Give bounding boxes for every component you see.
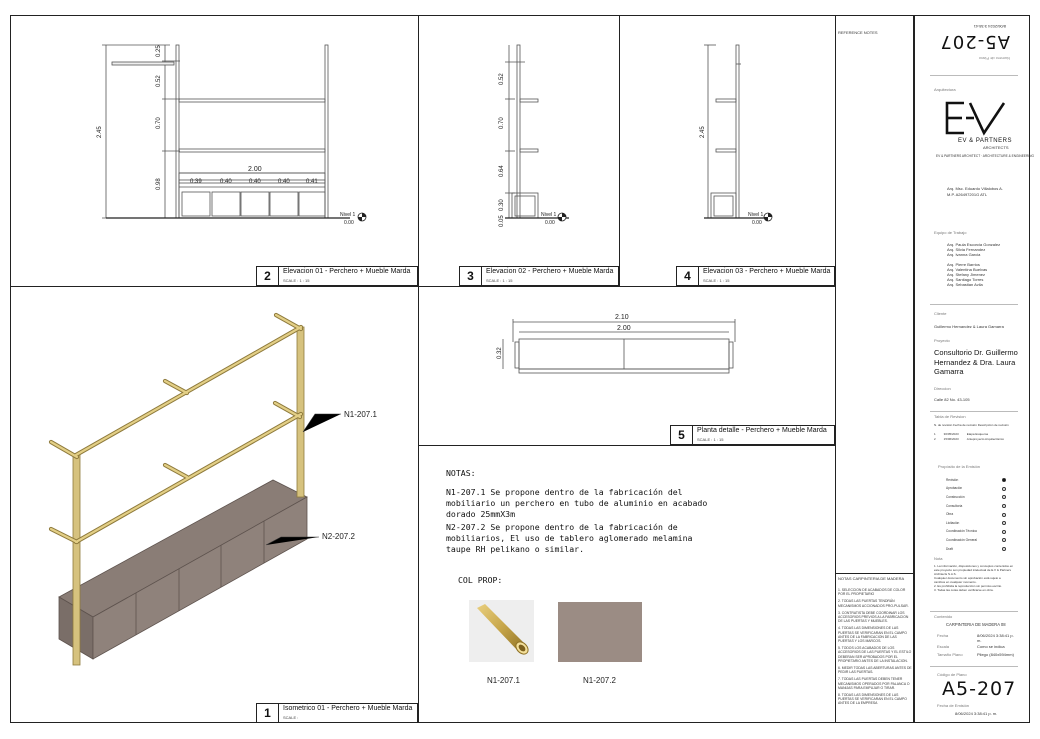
purpose-option[interactable] xyxy=(946,493,1006,502)
revisions-head: N. de revisión Fecha de revisión Descripción de revisión xyxy=(934,423,1009,427)
dim-label: 0.70 xyxy=(499,117,505,129)
view-title-2 xyxy=(256,266,418,286)
sidebar-divider xyxy=(930,411,1018,412)
team-label: Equipo de Trabajo xyxy=(934,230,967,235)
dim-label: 0.39 xyxy=(190,179,202,185)
revision-date: 15/06/2023 xyxy=(943,437,959,441)
architect-mp: M.P. A26497201G ATL xyxy=(947,192,988,197)
notes-heading: NOTAS: xyxy=(446,468,476,478)
purpose-option-label: Draft xyxy=(946,546,953,551)
swatch-gold-tube xyxy=(469,600,534,662)
dim-depth: 0.32 xyxy=(497,347,503,359)
purpose-list xyxy=(946,476,1006,553)
tamano-label: Tamaño Plano xyxy=(937,652,963,657)
team-member: Arq. Santiago Torres xyxy=(947,277,984,282)
emision-label: Fecha de Emisión xyxy=(937,703,970,708)
view-title-text: Elevacion 01 - Perchero + Mueble Marda xyxy=(283,268,411,275)
purpose-option-label: Coordinación General xyxy=(946,537,978,542)
swatch-label-1: N1-207.1 xyxy=(487,676,520,685)
team-list xyxy=(947,242,1017,287)
revisions-table xyxy=(934,432,1018,442)
purpose-option[interactable] xyxy=(946,510,1006,519)
sheet-top-date: 8/06/2024 3:38:41 xyxy=(973,24,1006,29)
view-scale: SCALE : 1 : 15 xyxy=(486,278,513,283)
dim-label: 0.64 xyxy=(499,165,505,177)
carpentry-note: 7. TODAS LAS PUERTAS DEBEN TENER MECANISMOS OPERADOS POR PALANCA O MANIJAS PARA EMPUJAR O TIRAR. xyxy=(838,677,910,690)
purpose-option-label: Construcción xyxy=(946,494,965,499)
view-title-text: Planta detalle - Perchero + Mueble Marda xyxy=(697,427,827,434)
revisions-label: Tabla de Revision xyxy=(934,414,966,419)
team-member: Arq. Pierre Barrios xyxy=(947,262,980,267)
sheet-code: A5-207 xyxy=(942,678,1017,700)
sidebar-divider xyxy=(930,666,1018,667)
radio-empty-icon[interactable] xyxy=(1002,487,1006,491)
project-name: Consultorio Dr. Guillermo Hernandez & Dra. Laura Gamarra xyxy=(934,348,1018,376)
view-scale: SCALE : 1 : 15 xyxy=(703,278,730,283)
purpose-option[interactable] xyxy=(946,545,1006,554)
view-number: 2 xyxy=(257,267,279,285)
purpose-option-label: Consultoría xyxy=(946,503,963,508)
note-line: Cualquier documento sin aprobación está sujeto a xyxy=(934,576,1001,580)
gold-tube-icon xyxy=(469,600,534,662)
elevation-3-drawing xyxy=(620,15,834,265)
sidebar-divider xyxy=(930,75,1018,76)
arquitectura-label: Arquitectura xyxy=(934,87,956,92)
architect-name: Arq. Msc. Eduardo Villalobos A. xyxy=(947,186,1003,191)
tag-n1: N1-207.1 xyxy=(344,410,377,419)
level-label: Nivel 1 xyxy=(748,212,764,218)
client-name: Guillermo Hernandez & Laura Gamarra xyxy=(934,324,1004,329)
sidebar-divider xyxy=(930,304,1018,305)
carpentry-notes-list xyxy=(838,588,912,706)
purpose-option[interactable] xyxy=(946,528,1006,537)
note-line: cambios en cualquier momento. xyxy=(934,580,977,584)
carpentry-note: 4. TODAS LAS DIMENSIONES DE LAS PUERTAS SE VERIFICARAN EN EL CAMPO ANTES DE LA FABRICACION DE LAS PUERTAS Y LOS MARCOS. xyxy=(838,626,907,644)
carpentry-note: 5. TODOS LOS ACABADOS DE LOS ACCESORIOS DE LAS PUERTAS Y EL ESTILO DEBERAN SER APROBADOS POR EL PROPIETARIO ANTES DE LA INSTALACION. xyxy=(838,646,912,663)
carpentry-note: 1. SELECCION DE ACABADOS DE COLOR POR EL PROPIETARIO xyxy=(838,588,906,597)
content-value: CARPINTERIA DE MADERA 08 xyxy=(946,622,1006,627)
view-number: 4 xyxy=(677,267,699,285)
level-value: 0.00 xyxy=(545,220,555,226)
carpentry-note: 8. TODAS LAS DIMENSIONES DE LAS PUERTAS SE VERIFICARAN EN EL CAMPO ANTES DE LA EMPRESA xyxy=(838,693,907,706)
purpose-option[interactable] xyxy=(946,485,1006,494)
note-line: 3. Todas las cotas deben verificarse en obra. xyxy=(934,588,994,592)
dim-label: 0.40 xyxy=(220,179,232,185)
revision-n: 1 xyxy=(934,432,936,436)
project-label: Proyecto xyxy=(934,338,950,343)
view-title-4 xyxy=(676,266,835,286)
note-n1: N1-207.1 Se propone dentro de la fabricación del mobiliario un perchero en tubo de aluminio en acabado dorado 25mmX3m xyxy=(446,487,708,519)
isometric-drawing xyxy=(11,287,417,701)
dim-label: 0.05 xyxy=(499,215,505,227)
view-scale: SCALE : 1 : 15 xyxy=(697,437,724,442)
radio-empty-icon[interactable] xyxy=(1002,513,1006,517)
fecha-label: Fecha xyxy=(937,633,949,638)
level-label: Nivel 1 xyxy=(541,212,557,218)
dim-label: 0.30 xyxy=(499,199,505,211)
radio-empty-icon[interactable] xyxy=(1002,538,1006,542)
purpose-option[interactable] xyxy=(946,502,1006,511)
view-title-3 xyxy=(459,266,619,286)
team-member: Arq. Sebastian Avila xyxy=(947,282,983,287)
sheet-top-label: Numero de Plano xyxy=(978,56,1010,61)
team-member: Arq. Ivanna Garcia xyxy=(947,252,981,257)
purpose-option-label: Aprobación xyxy=(946,486,963,491)
revision-n: 2 xyxy=(934,437,936,441)
swatch-label-2: N1-207.2 xyxy=(583,676,616,685)
purpose-option-label: Licitación xyxy=(946,520,960,525)
carpentry-note: 3. CONTRATISTA DEBE COORDINAR LOS ACCESORIOS PREVIOS A LA FABRICACION DE LAS PUERTAS Y MUEBLES. xyxy=(838,610,909,624)
dim-label: 0.40 xyxy=(249,179,261,185)
address-label: Direccion xyxy=(934,386,951,391)
plan-drawing xyxy=(419,287,835,423)
dim-inner: 2.00 xyxy=(617,325,631,332)
reference-notes-title: REFERENCE NOTES xyxy=(838,30,878,35)
team-member: Arq. Silvia Fernandez xyxy=(947,247,986,252)
view-title-text: Isometrico 01 - Perchero + Mueble Marda xyxy=(283,705,413,712)
purpose-option-label: Revisión xyxy=(946,477,959,482)
swatch-melamina xyxy=(558,602,642,662)
elevation-2-drawing xyxy=(419,15,619,265)
dim-outer: 2.10 xyxy=(615,314,629,321)
radio-empty-icon[interactable] xyxy=(1002,495,1006,499)
team-member: Arq. Stefany Jimenez xyxy=(947,272,986,277)
purpose-option-label: Coordinación Técnica xyxy=(946,529,977,534)
ev-partners-logo xyxy=(944,100,1008,140)
tag-n2: N2-207.2 xyxy=(322,532,355,541)
logo-sub: ARCHITECTS xyxy=(983,145,1009,150)
note-line: Architects S.A.S. xyxy=(934,572,957,576)
dim-label: 0.40 xyxy=(278,179,290,185)
escala-value: Como se indica xyxy=(977,644,1005,649)
note-n2: N2-207.2 Se propone dentro de la fabricación de mobiliarios, El uso de tablero aglomerado melamina taupe RH pelikano o similar. xyxy=(446,522,693,554)
dim-total: 2.45 xyxy=(700,126,706,138)
client-label: Cliente xyxy=(934,311,947,316)
dim-width: 2.00 xyxy=(248,166,262,173)
note-lines xyxy=(934,564,1018,592)
carpentry-notes-title: NOTAS CARPINTERIA DE MADERA xyxy=(838,576,905,581)
radio-empty-icon[interactable] xyxy=(1002,530,1006,534)
level-value: 0.00 xyxy=(752,220,762,226)
purpose-option[interactable] xyxy=(946,536,1006,545)
dim-label: 0.41 xyxy=(306,179,318,185)
sidebar-divider xyxy=(930,611,1018,612)
purpose-option[interactable] xyxy=(946,519,1006,528)
address: Calle 82 No. 43-105 xyxy=(934,397,970,402)
note-line: 2. Es prohibida la reproducción sin permiso escrito. xyxy=(934,584,1003,588)
dim-label: 0.52 xyxy=(156,75,162,87)
carpentry-note: 6. MEDIR TODAS LAS ABERTURAS ANTES DE PEDIR LAS PUERTAS. xyxy=(838,666,912,675)
view-title-text: Elevacion 03 - Perchero + Mueble Marda xyxy=(703,268,831,275)
escala-label: Escala xyxy=(937,644,950,649)
col-prop-label: COL PROP: xyxy=(458,575,503,585)
view-scale: SCALE : xyxy=(283,715,299,720)
radio-empty-icon[interactable] xyxy=(1002,521,1006,525)
carpentry-notes-divider xyxy=(835,573,914,574)
revision-desc: Etapa Esquema xyxy=(966,432,989,436)
dim-label: 0.52 xyxy=(499,73,505,85)
view-title-1 xyxy=(256,703,418,723)
sidebar-top-block xyxy=(930,15,1020,73)
dim-label: 0.98 xyxy=(156,178,162,190)
radio-selected-icon[interactable] xyxy=(1002,478,1006,482)
level-value: 0.00 xyxy=(344,220,354,226)
radio-empty-icon[interactable] xyxy=(1002,547,1006,551)
revision-row xyxy=(934,437,1018,442)
view-number: 1 xyxy=(257,704,279,722)
level-label: Nivel 1 xyxy=(340,212,356,218)
content-label: Contenido xyxy=(934,614,953,619)
tamano-value: Pliego (840x594mm) xyxy=(977,652,1014,657)
logo-text: EV & PARTNERS xyxy=(958,138,1012,144)
dim-label: 0.70 xyxy=(156,117,162,129)
purpose-option-label: Obra xyxy=(946,512,954,517)
fecha-value: 8/06/2024 3:38:41 p. m. xyxy=(977,633,1014,643)
revision-desc: Anteproyecto Arquitectónico xyxy=(966,437,1005,441)
note-label: Nota xyxy=(934,556,943,561)
purpose-option[interactable] xyxy=(946,476,1006,485)
elevation-1-drawing xyxy=(10,15,418,265)
view-title-5 xyxy=(670,425,835,445)
view-scale: SCALE : 1 : 15 xyxy=(283,278,310,283)
emision-value: 8/06/2024 3:38:41 p. m. xyxy=(955,711,998,716)
logo-tagline: EV & PARTNERS ARCHITECT · ARCHITECTURE & ENGINEERING xyxy=(936,154,1034,158)
team-member: Arq. Valentina Buelvas xyxy=(947,267,988,272)
radio-empty-icon[interactable] xyxy=(1002,504,1006,508)
team-member: Arq. Paula Escorcia Gonzalez xyxy=(947,242,1001,247)
sheet-top-number: A5-207 xyxy=(939,31,1010,52)
dim-label: 0.25 xyxy=(156,45,162,57)
purpose-label: Propósito de la Emisión xyxy=(938,464,981,469)
carpentry-note: 2. TODAS LAS PUERTAS TENDRÁN MECANISMOS ACCIONADOS PRO-PULSAR. xyxy=(838,599,909,608)
revision-date: 30/05/2023 xyxy=(943,432,959,436)
view-title-text: Elevacion 02 - Perchero + Mueble Marda xyxy=(486,268,614,275)
code-label: Código de Plano xyxy=(937,672,967,677)
dim-total: 2.45 xyxy=(97,126,103,138)
note-line: 1. La información, disposiciones y conceptos contenidos en xyxy=(934,564,1014,568)
view-number: 3 xyxy=(460,267,482,285)
view-number: 5 xyxy=(671,426,693,444)
note-line: este proyecto son propiedad intelectual de E.V & Partners xyxy=(934,568,1012,572)
